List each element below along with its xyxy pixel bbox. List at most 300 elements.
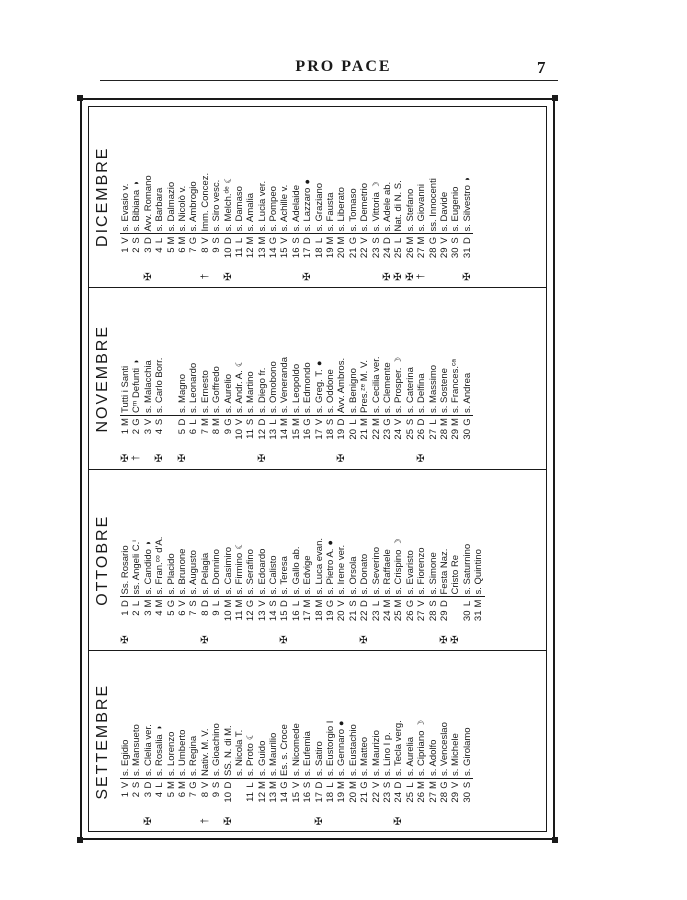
day-number: 26 (404, 610, 416, 622)
saint-name: s. Graziano (313, 182, 325, 232)
day-number: 22 (370, 792, 382, 803)
column-divider (166, 234, 177, 235)
day-number: 4 (154, 792, 166, 798)
day-row (211, 106, 222, 288)
saint-name: s. Lazzaro (302, 187, 314, 232)
day-number: 21 (359, 429, 371, 440)
weekday-letter: D (120, 600, 131, 607)
weekday-letter: S (325, 418, 337, 426)
day-number: 19 (336, 429, 348, 440)
column-divider (223, 597, 234, 598)
saint-name: s. Maurilio (268, 732, 280, 776)
weekday-letter: M (381, 599, 393, 608)
column-divider (166, 778, 177, 779)
saint-name: s. Michele (450, 733, 462, 776)
day-number: 18 (325, 429, 337, 440)
column-divider (200, 597, 211, 598)
moon-phase-icon: ● (336, 720, 347, 726)
day-row (200, 470, 211, 651)
moon-phase-icon: ☾ (233, 541, 244, 550)
weekday-letter: G (222, 418, 234, 426)
day-number: 24 (381, 247, 393, 259)
day-number: 19 (325, 247, 337, 259)
day-number: 14 (268, 610, 280, 622)
column-divider (371, 415, 382, 416)
column-divider (336, 597, 347, 598)
day-row (120, 652, 131, 833)
day-number: 9 (222, 429, 234, 435)
weekday-letter: L (347, 419, 359, 425)
day-number: 23 (381, 429, 393, 440)
column-divider (234, 778, 245, 779)
day-number: 31 (473, 610, 485, 622)
weekday-letter: M (233, 599, 245, 608)
day-row (416, 470, 427, 651)
day-number: 20 (336, 247, 348, 259)
day-row (223, 652, 234, 833)
day-number: 20 (336, 610, 348, 622)
column-divider (393, 778, 404, 779)
column-divider (245, 415, 256, 416)
day-number: 9 (211, 792, 223, 798)
column-divider (325, 234, 336, 235)
day-number: 3 (142, 792, 154, 798)
weekday-letter: G (427, 236, 439, 245)
weekday-letter: V (336, 600, 348, 607)
saint-name: s. Proto (245, 743, 257, 776)
saint-name: s. Greg. T. (313, 369, 325, 413)
weekday-letter: M (176, 236, 188, 245)
saint-name: s. Leonardo (188, 362, 200, 413)
weekday-letter: M (370, 418, 382, 426)
column-divider (245, 778, 256, 779)
day-number: 26 (404, 247, 416, 259)
day-number: 5 (165, 610, 177, 616)
column-divider (211, 234, 222, 235)
saint-name: s. Raffaele (381, 549, 393, 595)
column-divider (223, 234, 234, 235)
column-divider (120, 778, 131, 779)
corner-ornament (77, 95, 83, 101)
day-row (302, 289, 313, 470)
day-row (359, 289, 370, 470)
weekday-letter: L (404, 782, 416, 788)
weekday-letter: S (381, 781, 393, 789)
day-row (245, 652, 256, 833)
day-number: 12 (256, 429, 268, 440)
day-row (336, 652, 347, 833)
day-row (188, 289, 199, 470)
column-divider (314, 597, 325, 598)
weekday-letter: M (393, 599, 405, 608)
holiday-mark: ✠ (120, 635, 131, 644)
column-divider (257, 234, 268, 235)
day-number: 5 (165, 792, 177, 798)
column-divider (428, 415, 439, 416)
weekday-letter: S (211, 237, 223, 244)
column-divider (291, 597, 302, 598)
saint-name: s. Amalia (245, 192, 257, 232)
column-divider (177, 597, 188, 598)
saint-name: s. Damaso (233, 186, 245, 232)
saint-name: Cristo Re (450, 554, 462, 595)
saint-name: s. Massimo (427, 364, 439, 413)
day-row (462, 106, 473, 288)
column-divider (405, 778, 416, 779)
weekday-letter: M (120, 418, 131, 426)
holiday-mark: ✠ (222, 272, 234, 281)
day-row (336, 470, 347, 651)
column-divider (428, 778, 439, 779)
saint-name: s. Lucia ver. (256, 180, 268, 232)
weekday-letter: M (347, 781, 359, 789)
weekday-letter: G (438, 781, 450, 789)
column-divider (302, 415, 313, 416)
column-divider (416, 597, 427, 598)
weekday-letter: M (142, 599, 154, 608)
saint-name: s. Nicola T. (233, 729, 245, 776)
saint-name: s. Luca evan. (313, 537, 325, 595)
weekday-letter: S (347, 600, 359, 607)
day-number: 22 (359, 610, 371, 622)
day-row (382, 470, 393, 651)
column-divider (348, 415, 359, 416)
day-row (211, 470, 222, 651)
holiday-mark: ✠ (359, 635, 371, 644)
day-row (131, 470, 142, 651)
day-row (154, 106, 165, 288)
day-number: 24 (381, 610, 393, 622)
column-divider (257, 415, 268, 416)
month-column (88, 651, 547, 833)
column-divider (223, 415, 234, 416)
weekday-letter: L (233, 237, 245, 244)
day-number: 2 (131, 247, 143, 253)
holiday-mark: ✠ (438, 635, 450, 644)
saint-name: s. Siro vesc. (211, 179, 223, 232)
day-row (359, 470, 370, 651)
saint-name: s. Gennaro (336, 729, 348, 776)
holiday-mark: ✠ (222, 816, 234, 826)
column-divider (177, 778, 188, 779)
day-row (166, 470, 177, 651)
day-row (188, 652, 199, 833)
saint-name: Avv. Ambros. (336, 357, 348, 413)
weekday-letter: L (290, 600, 302, 607)
column-divider (348, 597, 359, 598)
saint-name: s. Liberato (336, 187, 348, 232)
day-row (428, 289, 439, 470)
day-number: 2 (131, 429, 143, 435)
day-row (428, 470, 439, 651)
weekday-letter: L (268, 419, 280, 425)
moon-phase-icon: ☾ (233, 358, 244, 367)
saint-name: Nat. di N. S. (393, 180, 405, 232)
weekday-letter: D (142, 781, 154, 789)
saint-name: s. Andrea (461, 372, 473, 413)
day-row (234, 106, 245, 288)
day-row (268, 652, 279, 833)
column-divider (143, 415, 154, 416)
weekday-letter: M (279, 418, 291, 426)
column-divider (234, 415, 245, 416)
weekday-letter: D (279, 600, 291, 607)
day-row (120, 470, 131, 651)
day-row (291, 289, 302, 470)
saint-name: s. Davide (438, 191, 450, 232)
weekday-letter: M (427, 781, 439, 789)
saint-name: s. Adelaide (290, 185, 302, 232)
saint-name: s. Donato (359, 553, 371, 595)
day-number: 16 (290, 247, 302, 259)
weekday-letter: D (176, 418, 188, 426)
saint-name: s. Stefano (404, 188, 416, 232)
saint-name: s. Nicomede (290, 723, 302, 776)
day-row (177, 652, 188, 833)
weekday-letter: V (142, 418, 154, 426)
day-number: 8 (211, 429, 223, 435)
column-divider (154, 778, 165, 779)
holiday-mark: ✠ (256, 453, 268, 463)
day-row (291, 470, 302, 651)
weekday-letter: M (165, 236, 177, 245)
day-row (166, 289, 177, 470)
day-row (450, 470, 461, 651)
weekday-letter: G (302, 418, 314, 426)
day-row (302, 470, 313, 651)
holiday-mark: ✠ (393, 272, 405, 281)
saint-name: s. Barbara (154, 187, 166, 232)
day-number: 30 (461, 792, 473, 803)
month-column (88, 469, 547, 651)
holiday-mark: ✠ (461, 272, 473, 281)
saint-name: s. Eugenio (450, 186, 462, 232)
day-row (382, 652, 393, 833)
day-number: 14 (279, 429, 291, 440)
day-number: 20 (347, 792, 359, 803)
day-row (371, 652, 382, 833)
day-row (177, 106, 188, 288)
moon-phase-icon: ◑ (142, 541, 153, 547)
day-number: 1 (120, 247, 131, 253)
day-number: 3 (142, 610, 154, 616)
day-row (143, 106, 154, 288)
column-divider (359, 597, 370, 598)
weekday-letter: V (416, 600, 428, 607)
saint-name: s. Eufemia (302, 731, 314, 776)
weekday-letter: D (256, 418, 268, 426)
day-row (325, 652, 336, 833)
column-divider (188, 234, 199, 235)
column-divider (439, 778, 450, 779)
column-divider (223, 778, 234, 779)
weekday-letter: L (427, 419, 439, 425)
saint-name: s. Magno (176, 373, 188, 413)
day-row (382, 289, 393, 470)
saint-name: s. Matteo (359, 736, 371, 776)
day-number: 14 (268, 247, 280, 259)
day-row (211, 289, 222, 470)
column-divider (416, 778, 427, 779)
column-divider (188, 415, 199, 416)
holiday-mark: † (131, 455, 143, 461)
saint-name: s. Tomaso (347, 188, 359, 232)
day-row (416, 652, 427, 833)
column-divider (416, 415, 427, 416)
day-number: 17 (313, 429, 325, 440)
day-number: 18 (313, 610, 325, 622)
saint-name: Imm. Concez. (199, 172, 211, 232)
weekday-letter: M (404, 236, 416, 245)
column-divider (325, 597, 336, 598)
day-number: 27 (427, 429, 439, 440)
column-divider (405, 597, 416, 598)
column-divider (211, 778, 222, 779)
weekday-letter: D (313, 781, 325, 789)
day-number: 26 (416, 792, 428, 803)
day-row (154, 470, 165, 651)
day-number: 15 (290, 429, 302, 440)
day-row (257, 289, 268, 470)
day-number: 27 (416, 247, 428, 259)
day-row (120, 289, 131, 470)
saint-name: s. Edoardo (256, 548, 268, 595)
day-row (120, 106, 131, 288)
saint-name: Pres.ᶻᵉ M. V. (359, 359, 371, 413)
column-divider (325, 415, 336, 416)
saint-name: s. Ernesto (199, 370, 211, 413)
moon-phase-icon: ☽ (393, 356, 404, 365)
day-number: 19 (325, 610, 337, 622)
holiday-mark: ✠ (302, 272, 314, 281)
column-divider (143, 597, 154, 598)
day-number: 11 (233, 247, 245, 258)
weekday-letter: S (290, 237, 302, 244)
saint-name: s. Simone (427, 552, 439, 595)
day-row (177, 289, 188, 470)
saint-name: s. Ambrogio (188, 181, 200, 232)
moon-phase-icon: ● (313, 360, 324, 366)
saint-name: s. Edmondo (302, 362, 314, 413)
day-row (314, 106, 325, 288)
weekday-letter: V (393, 418, 405, 426)
weekday-letter: G (381, 418, 393, 426)
column-divider (268, 415, 279, 416)
day-number: 6 (176, 610, 188, 616)
saint-name: s. Goffredo (211, 366, 223, 413)
day-row (188, 106, 199, 288)
column-divider (405, 415, 416, 416)
day-number: 9 (211, 247, 223, 253)
day-row (279, 652, 290, 833)
day-row (188, 470, 199, 651)
day-number: 10 (222, 792, 234, 803)
column-divider (428, 234, 439, 235)
day-number: 7 (188, 247, 200, 253)
saint-name: s. Maurizio (370, 730, 382, 776)
day-number: 30 (461, 610, 473, 622)
day-number: 9 (211, 610, 223, 616)
day-row (200, 652, 211, 833)
column-divider (131, 597, 142, 598)
saint-name: s. Evaristo (404, 550, 416, 595)
day-number: 5 (176, 429, 188, 435)
column-divider (245, 597, 256, 598)
weekday-letter: V (290, 781, 302, 789)
calendar-rotated (88, 106, 547, 832)
corner-ornament (77, 837, 83, 843)
column-divider (177, 234, 188, 235)
saint-name: s. Lino I p. (381, 732, 393, 776)
weekday-letter: G (404, 599, 416, 608)
weekday-letter: S (131, 237, 143, 244)
saint-name: s. Edvige (302, 555, 314, 595)
saint-name: Es. s. Croce (279, 724, 291, 776)
day-number: 18 (325, 792, 337, 803)
day-number: 19 (336, 792, 348, 803)
saint-name: s. Egidio (120, 739, 131, 776)
weekday-letter: L (154, 782, 166, 788)
day-number: 28 (427, 247, 439, 259)
day-number: 17 (313, 792, 325, 803)
day-number: 13 (268, 792, 280, 803)
day-row (439, 652, 450, 833)
column-divider (279, 234, 290, 235)
day-number: 6 (176, 247, 188, 253)
weekday-letter: D (336, 418, 348, 426)
holiday-mark: ✠ (404, 272, 416, 281)
weekday-letter: G (461, 418, 473, 426)
day-number: 16 (302, 792, 314, 803)
weekday-letter: M (154, 599, 166, 608)
day-row (131, 106, 142, 288)
saint-name: s. Augusto (188, 550, 200, 595)
page-number: 7 (537, 58, 546, 77)
saint-name: s. Brunone (176, 548, 188, 595)
holiday-mark: ✠ (142, 816, 154, 826)
weekday-letter: V (256, 600, 268, 607)
column-divider (154, 597, 165, 598)
day-number: 6 (176, 792, 188, 798)
saint-name: s. Fausta (325, 192, 337, 232)
day-number: 25 (404, 429, 416, 440)
day-number: 29 (438, 610, 450, 622)
day-row (177, 470, 188, 651)
day-list (120, 470, 485, 651)
weekday-letter: S (450, 237, 462, 244)
weekday-letter: M (359, 418, 371, 426)
day-number: 2 (131, 610, 143, 616)
day-row (325, 289, 336, 470)
day-row (405, 106, 416, 288)
day-number: 6 (188, 429, 200, 435)
day-row (462, 652, 473, 833)
column-divider (154, 234, 165, 235)
weekday-letter: G (347, 236, 359, 245)
day-number: 23 (381, 792, 393, 803)
month-column (88, 106, 547, 288)
saint-name: s. Teresa (279, 556, 291, 595)
column-divider (450, 778, 461, 779)
day-row (279, 106, 290, 288)
saint-name: s. Clemente (381, 362, 393, 413)
saint-name: s. Gioachino (211, 723, 223, 776)
saint-name: s. Melch.ᵈᵉ (222, 186, 234, 232)
day-row (325, 470, 336, 651)
day-row (382, 106, 393, 288)
day-row (462, 470, 473, 651)
saint-name: s. Girolamo (461, 727, 473, 776)
